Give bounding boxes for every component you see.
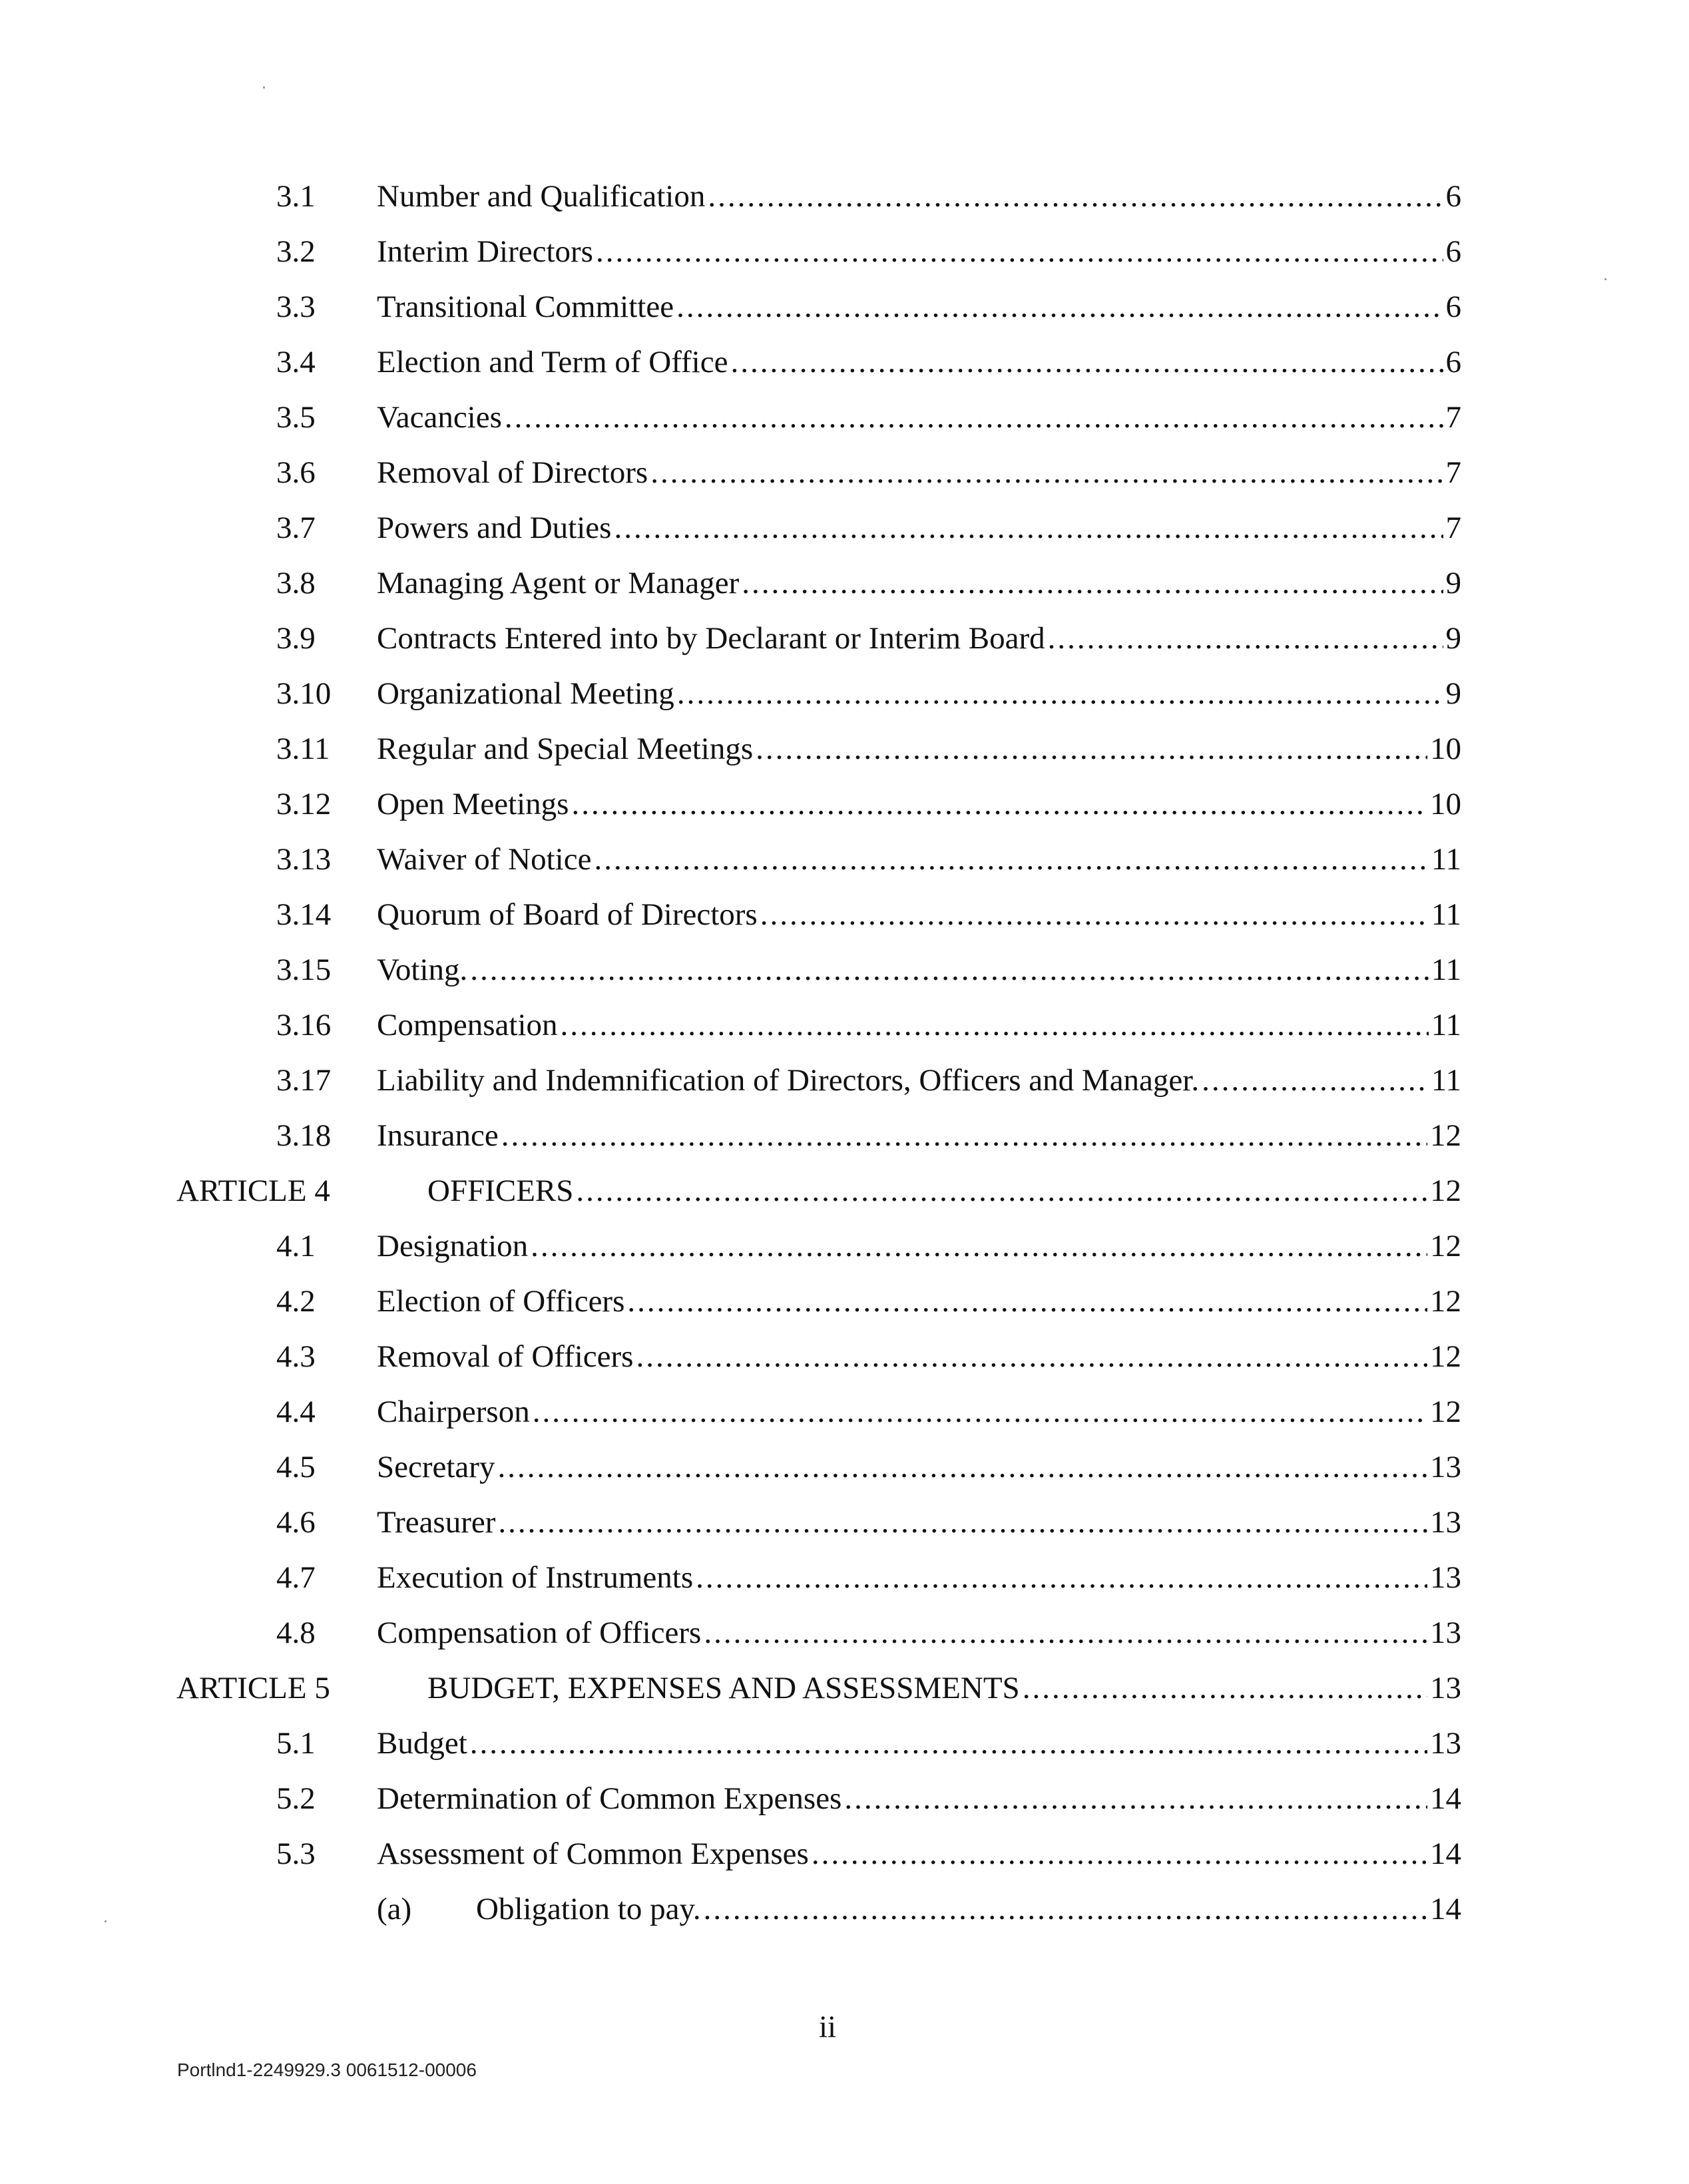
toc-page-number: 9 — [1445, 621, 1461, 656]
toc-number: 3.11 — [276, 732, 330, 766]
toc-number: 3.18 — [276, 1118, 332, 1153]
toc-entry — [377, 1219, 1461, 1273]
toc-row — [0, 1164, 1689, 1217]
toc-number: 4.5 — [276, 1450, 316, 1484]
toc-page-number: 13 — [1430, 1505, 1461, 1540]
toc-section-title: Compensation of Officers — [377, 1616, 702, 1650]
toc-row — [0, 1054, 1689, 1107]
toc-entry — [377, 391, 1461, 444]
toc-section-title: Budget — [377, 1726, 467, 1761]
toc-row — [0, 1440, 1689, 1494]
toc-entry — [377, 833, 1461, 886]
dot-leader — [531, 1219, 1427, 1273]
dot-leader — [676, 280, 1443, 333]
toc-page-number: 11 — [1431, 1063, 1461, 1098]
toc-row — [0, 391, 1689, 444]
toc-row — [0, 1109, 1689, 1162]
dot-leader — [742, 556, 1443, 610]
toc-row — [0, 1882, 1689, 1936]
toc-entry — [377, 280, 1461, 333]
toc-number: (a) — [377, 1892, 412, 1926]
toc-section-title: Voting. — [377, 953, 468, 987]
toc-entry — [377, 1772, 1461, 1825]
toc-page-number: 12 — [1430, 1284, 1461, 1319]
dot-leader — [470, 1717, 1427, 1770]
toc-row — [0, 612, 1689, 665]
toc-entry — [377, 612, 1461, 665]
toc-number: 4.7 — [276, 1560, 316, 1595]
toc-entry — [427, 1661, 1461, 1715]
toc-section-title: Managing Agent or Manager — [377, 566, 740, 600]
dot-leader — [812, 1827, 1427, 1880]
dot-leader — [596, 225, 1443, 278]
toc-number: 3.13 — [276, 842, 332, 877]
toc-row — [0, 1219, 1689, 1273]
toc-row — [0, 335, 1689, 389]
dot-leader — [704, 1882, 1427, 1936]
toc-section-title: Obligation to pay. — [476, 1892, 701, 1926]
toc-section-title: Election of Officers — [377, 1284, 625, 1319]
toc-row — [0, 1661, 1689, 1715]
dot-leader — [614, 501, 1443, 554]
toc-entry — [377, 1275, 1461, 1328]
document-id: Portlnd1-2249929.3 0061512-00006 — [177, 2060, 477, 2080]
toc-number: 3.9 — [276, 621, 316, 656]
toc-row — [0, 667, 1689, 720]
toc-article-title: BUDGET, EXPENSES AND ASSESSMENTS — [427, 1671, 1020, 1705]
toc-number: 4.2 — [276, 1284, 316, 1319]
dot-leader — [636, 1330, 1427, 1383]
toc-row — [0, 1551, 1689, 1604]
toc-section-title: Waiver of Notice — [377, 842, 592, 877]
toc-entry — [377, 446, 1461, 499]
dot-leader — [1048, 612, 1443, 665]
toc-entry — [377, 225, 1461, 278]
toc-page-number: 12 — [1430, 1339, 1461, 1374]
toc-section-title: Number and Qualification — [377, 179, 706, 214]
toc-section-title: Interim Directors — [377, 234, 593, 269]
toc-section-title: Organizational Meeting — [377, 676, 674, 711]
toc-number: 3.15 — [276, 953, 332, 987]
dot-leader — [501, 1109, 1427, 1162]
toc-section-title: Execution of Instruments — [377, 1560, 694, 1595]
toc-entry — [427, 1164, 1461, 1217]
dot-leader — [498, 1496, 1427, 1549]
toc-page-number: 13 — [1430, 1671, 1461, 1705]
toc-entry — [377, 777, 1461, 831]
toc-entry — [377, 335, 1461, 389]
dot-leader — [1023, 1661, 1427, 1715]
dot-leader — [756, 722, 1427, 775]
toc-number: 5.2 — [276, 1781, 316, 1816]
toc-page-number: 6 — [1445, 290, 1461, 324]
dot-leader — [760, 888, 1429, 941]
toc-page-number: 6 — [1445, 234, 1461, 269]
toc-page-number: 7 — [1445, 400, 1461, 435]
dot-leader — [1202, 1054, 1429, 1107]
dot-leader — [627, 1275, 1427, 1328]
toc-number: 3.6 — [276, 455, 316, 490]
toc-section-title: Removal of Directors — [377, 455, 648, 490]
toc-row — [0, 1827, 1689, 1880]
toc-entry — [377, 943, 1461, 996]
dot-leader — [470, 943, 1428, 996]
dot-leader — [594, 833, 1428, 886]
toc-page-number: 6 — [1445, 345, 1461, 379]
toc-page-number: 14 — [1430, 1781, 1461, 1816]
toc-entry — [377, 1496, 1461, 1549]
toc-number: 3.2 — [276, 234, 316, 269]
toc-page-number: 12 — [1430, 1395, 1461, 1429]
toc-row — [0, 501, 1689, 554]
toc-row — [0, 998, 1689, 1052]
toc-row — [0, 777, 1689, 831]
toc-number: 4.4 — [276, 1395, 316, 1429]
dot-leader — [561, 998, 1429, 1052]
toc-row — [0, 1330, 1689, 1383]
page-number: ii — [819, 2010, 837, 2044]
toc-number: 3.12 — [276, 787, 332, 821]
toc-entry — [377, 501, 1461, 554]
toc-row — [0, 170, 1689, 223]
toc-entry — [377, 1606, 1461, 1659]
toc-page-number: 7 — [1445, 511, 1461, 545]
toc-page-number: 11 — [1431, 897, 1461, 932]
toc-number: 3.8 — [276, 566, 316, 600]
toc-entry — [377, 1109, 1461, 1162]
toc-number: 4.3 — [276, 1339, 316, 1374]
toc-entry — [377, 1054, 1461, 1107]
dot-leader — [497, 1440, 1427, 1494]
toc-section-title: Quorum of Board of Directors — [377, 897, 758, 932]
toc-row — [0, 556, 1689, 610]
toc-number: ARTICLE 4 — [176, 1174, 330, 1208]
toc-row — [0, 1496, 1689, 1549]
toc-entry — [377, 1717, 1461, 1770]
toc-number: 5.1 — [276, 1726, 316, 1761]
toc-page-number: 12 — [1430, 1118, 1461, 1153]
toc-section-title: Insurance — [377, 1118, 499, 1153]
toc-section-title: Powers and Duties — [377, 511, 612, 545]
toc-page-number: 13 — [1430, 1726, 1461, 1761]
toc-section-title: Contracts Entered into by Declarant or Interim Board — [377, 621, 1045, 656]
toc-entry — [377, 1385, 1461, 1438]
toc-section-title: Vacancies — [377, 400, 502, 435]
toc-page-number: 14 — [1430, 1892, 1461, 1926]
toc-number: 3.14 — [276, 897, 332, 932]
toc-number: 3.3 — [276, 290, 316, 324]
toc-entry — [377, 1551, 1461, 1604]
toc-entry — [377, 998, 1461, 1052]
toc-entry — [377, 667, 1461, 720]
toc-entry — [377, 1440, 1461, 1494]
toc-page-number: 13 — [1430, 1616, 1461, 1650]
scan-speck — [105, 1920, 107, 1922]
toc-page-number: 12 — [1430, 1174, 1461, 1208]
toc-row — [0, 888, 1689, 941]
toc-number: 4.1 — [276, 1229, 316, 1263]
toc-row — [0, 1717, 1689, 1770]
toc-entry — [377, 1330, 1461, 1383]
toc-section-title: Election and Term of Office — [377, 345, 728, 379]
toc-section-title: Open Meetings — [377, 787, 569, 821]
toc-row — [0, 833, 1689, 886]
toc-entry — [377, 888, 1461, 941]
toc-section-title: Chairperson — [377, 1395, 530, 1429]
toc-section-title: Transitional Committee — [377, 290, 674, 324]
toc-page-number: 7 — [1445, 455, 1461, 490]
toc-section-title: Assessment of Common Expenses — [377, 1837, 809, 1871]
toc-section-title: Designation — [377, 1229, 529, 1263]
toc-number: 3.16 — [276, 1008, 332, 1042]
dot-leader — [533, 1385, 1427, 1438]
dot-leader — [650, 446, 1443, 499]
dot-leader — [576, 1164, 1427, 1217]
toc-section-title: Determination of Common Expenses — [377, 1781, 842, 1816]
toc-number: 3.7 — [276, 511, 316, 545]
dot-leader — [677, 667, 1443, 720]
toc-row — [0, 1772, 1689, 1825]
toc-row — [0, 1606, 1689, 1659]
toc-number: 3.10 — [276, 676, 332, 711]
toc-page-number: 6 — [1445, 179, 1461, 214]
toc-entry — [377, 722, 1461, 775]
toc-page-number: 10 — [1430, 787, 1461, 821]
toc-entry — [377, 1827, 1461, 1880]
scan-speck — [263, 87, 265, 89]
toc-page-number: 14 — [1430, 1837, 1461, 1871]
toc-page-number: 12 — [1430, 1229, 1461, 1263]
toc-row — [0, 943, 1689, 996]
toc-article-title: OFFICERS — [427, 1174, 574, 1208]
toc-entry — [377, 170, 1461, 223]
toc-number: 4.6 — [276, 1505, 316, 1540]
dot-leader — [730, 335, 1443, 389]
dot-leader — [696, 1551, 1427, 1604]
toc-page-number: 13 — [1430, 1450, 1461, 1484]
toc-row — [0, 446, 1689, 499]
toc-number: 5.3 — [276, 1837, 316, 1871]
toc-page-number: 11 — [1431, 842, 1461, 877]
toc-page-number: 9 — [1445, 566, 1461, 600]
dot-leader — [571, 777, 1427, 831]
toc-row — [0, 225, 1689, 278]
toc-section-title: Removal of Officers — [377, 1339, 634, 1374]
toc-number: ARTICLE 5 — [176, 1671, 330, 1705]
toc-number: 3.4 — [276, 345, 316, 379]
toc-section-title: Secretary — [377, 1450, 495, 1484]
toc-page-number: 10 — [1430, 732, 1461, 766]
toc-page-number: 11 — [1431, 953, 1461, 987]
toc-row — [0, 280, 1689, 333]
toc-page-number: 9 — [1445, 676, 1461, 711]
dot-leader — [708, 170, 1443, 223]
dot-leader — [844, 1772, 1427, 1825]
toc-section-title: Regular and Special Meetings — [377, 732, 754, 766]
toc-number: 3.1 — [276, 179, 316, 214]
dot-leader — [505, 391, 1443, 444]
toc-row — [0, 722, 1689, 775]
toc-page-number: 13 — [1430, 1560, 1461, 1595]
toc-row — [0, 1275, 1689, 1328]
toc-section-title: Liability and Indemnification of Directors, Officers and Manager. — [377, 1063, 1200, 1098]
toc-number: 4.8 — [276, 1616, 316, 1650]
scan-speck — [1604, 278, 1606, 280]
toc-section-title: Compensation — [377, 1008, 558, 1042]
toc-entry — [377, 556, 1461, 610]
toc-number: 3.5 — [276, 400, 316, 435]
toc-row — [0, 1385, 1689, 1438]
toc-number: 3.17 — [276, 1063, 332, 1098]
toc-page-number: 11 — [1431, 1008, 1461, 1042]
toc-entry — [476, 1882, 1461, 1936]
toc-section-title: Treasurer — [377, 1505, 496, 1540]
dot-leader — [704, 1606, 1427, 1659]
